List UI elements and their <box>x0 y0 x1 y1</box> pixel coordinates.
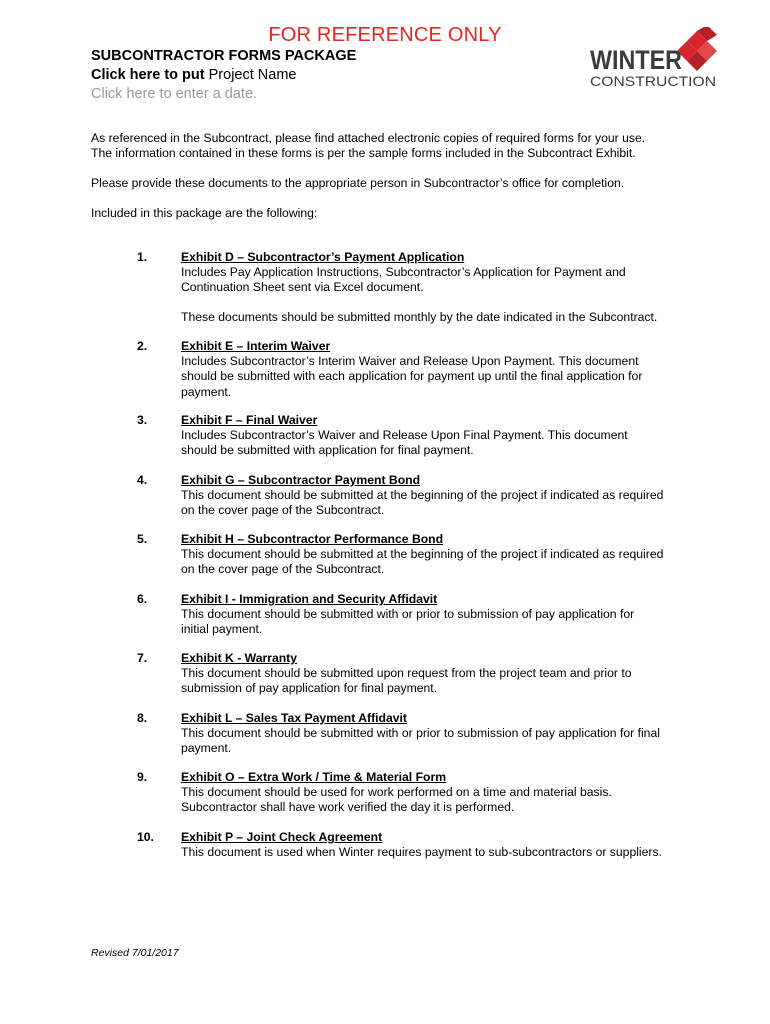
winter-construction-logo <box>586 27 720 91</box>
item-line: on the cover page of the Subcontract. <box>181 562 385 577</box>
item-title: Exhibit L – Sales Tax Payment Affidavit <box>181 711 407 725</box>
item-number: 6. <box>137 592 148 606</box>
item-line: This document should be submitted upon request from the project team and prior to <box>181 666 632 681</box>
item-body <box>181 413 691 459</box>
item-body <box>181 770 691 816</box>
item-title: Exhibit O – Extra Work / Time & Material Form <box>181 770 447 784</box>
item-line: payment. <box>181 741 232 756</box>
item-line: should be submitted with each application for payment up until the final application for <box>181 369 643 384</box>
item-title: Exhibit F – Final Waiver <box>181 413 318 427</box>
item-number: 4. <box>137 473 148 487</box>
item-title: Exhibit H – Subcontractor Performance Bond <box>181 532 444 546</box>
item-number: 3. <box>137 413 148 427</box>
item-line: Subcontractor shall have work verified the day it is performed. <box>181 800 515 815</box>
intro-line: As referenced in the Subcontract, please find attached electronic copies of required forms for your use. <box>91 131 646 145</box>
item-line: on the cover page of the Subcontract. <box>181 503 385 518</box>
item-body <box>181 532 691 578</box>
item-number: 8. <box>137 711 148 725</box>
item-body <box>181 250 691 325</box>
item-body <box>181 339 691 400</box>
item-number: 7. <box>137 651 148 665</box>
item-body <box>181 830 691 860</box>
item-line: initial payment. <box>181 622 263 637</box>
logo-word-construction: CONSTRUCTION <box>590 73 716 89</box>
item-line: submission of pay application for final payment. <box>181 681 438 696</box>
package-title: SUBCONTRACTOR FORMS PACKAGE <box>91 48 357 64</box>
instruction-paragraph: Please provide these documents to the appropriate person in Subcontractor’s office for completion. <box>91 176 625 190</box>
item-line: payment. <box>181 384 232 399</box>
item-number: 5. <box>137 532 148 546</box>
date-field[interactable]: Click here to enter a date. <box>91 86 258 102</box>
item-number: 9. <box>137 770 148 784</box>
project-name-placeholder: Project Name <box>204 67 297 83</box>
item-line: This document should be submitted with or prior to submission of pay application for <box>181 607 635 622</box>
item-line: This document should be submitted at the beginning of the project if indicated as required <box>181 547 664 562</box>
item-line: should be submitted with application for final payment. <box>181 443 474 458</box>
item-title: Exhibit P – Joint Check Agreement <box>181 830 383 844</box>
item-title: Exhibit G – Subcontractor Payment Bond <box>181 473 421 487</box>
item-line: Includes Pay Application Instructions, Subcontractor’s Application for Payment and <box>181 265 626 280</box>
item-line: This document should be submitted at the beginning of the project if indicated as required <box>181 488 664 503</box>
item-line: Includes Subcontractor’s Waiver and Release Upon Final Payment. This document <box>181 428 628 443</box>
item-number: 2. <box>137 339 148 353</box>
item-note: These documents should be submitted monthly by the date indicated in the Subcontract. <box>181 309 658 324</box>
item-body <box>181 711 691 757</box>
logo-diamond-mark <box>677 27 717 71</box>
item-body <box>181 651 691 697</box>
project-name-prompt: Click here to put <box>91 67 205 83</box>
item-line: This document is used when Winter requires payment to sub-subcontractors or suppliers. <box>181 845 662 860</box>
item-number: 1. <box>137 250 148 264</box>
package-contents-intro: Included in this package are the following: <box>91 206 318 220</box>
revision-note: Revised 7/01/2017 <box>91 947 179 959</box>
document-header <box>91 47 356 104</box>
item-line: This document should be used for work performed on a time and material basis. <box>181 785 612 800</box>
reference-banner: FOR REFERENCE ONLY <box>268 24 502 46</box>
item-body <box>181 473 691 519</box>
item-title: Exhibit K - Warranty <box>181 651 298 665</box>
intro-paragraph <box>91 131 691 161</box>
item-title: Exhibit D – Subcontractor’s Payment Application <box>181 250 465 264</box>
item-line: Includes Subcontractor’s Interim Waiver and Release Upon Payment. This document <box>181 354 639 369</box>
item-number: 10. <box>137 830 154 844</box>
item-line: This document should be submitted with or prior to submission of pay application for final <box>181 726 660 741</box>
item-line: Continuation Sheet sent via Excel document. <box>181 280 424 295</box>
item-title: Exhibit E – Interim Waiver <box>181 339 331 353</box>
logo-word-winter: WINTER <box>590 45 682 75</box>
item-title: Exhibit I - Immigration and Security Affidavit <box>181 592 438 606</box>
item-body <box>181 592 691 638</box>
intro-line: The information contained in these forms is per the sample forms included in the Subcontract Exhibit. <box>91 146 636 161</box>
project-name-field[interactable] <box>91 66 356 85</box>
